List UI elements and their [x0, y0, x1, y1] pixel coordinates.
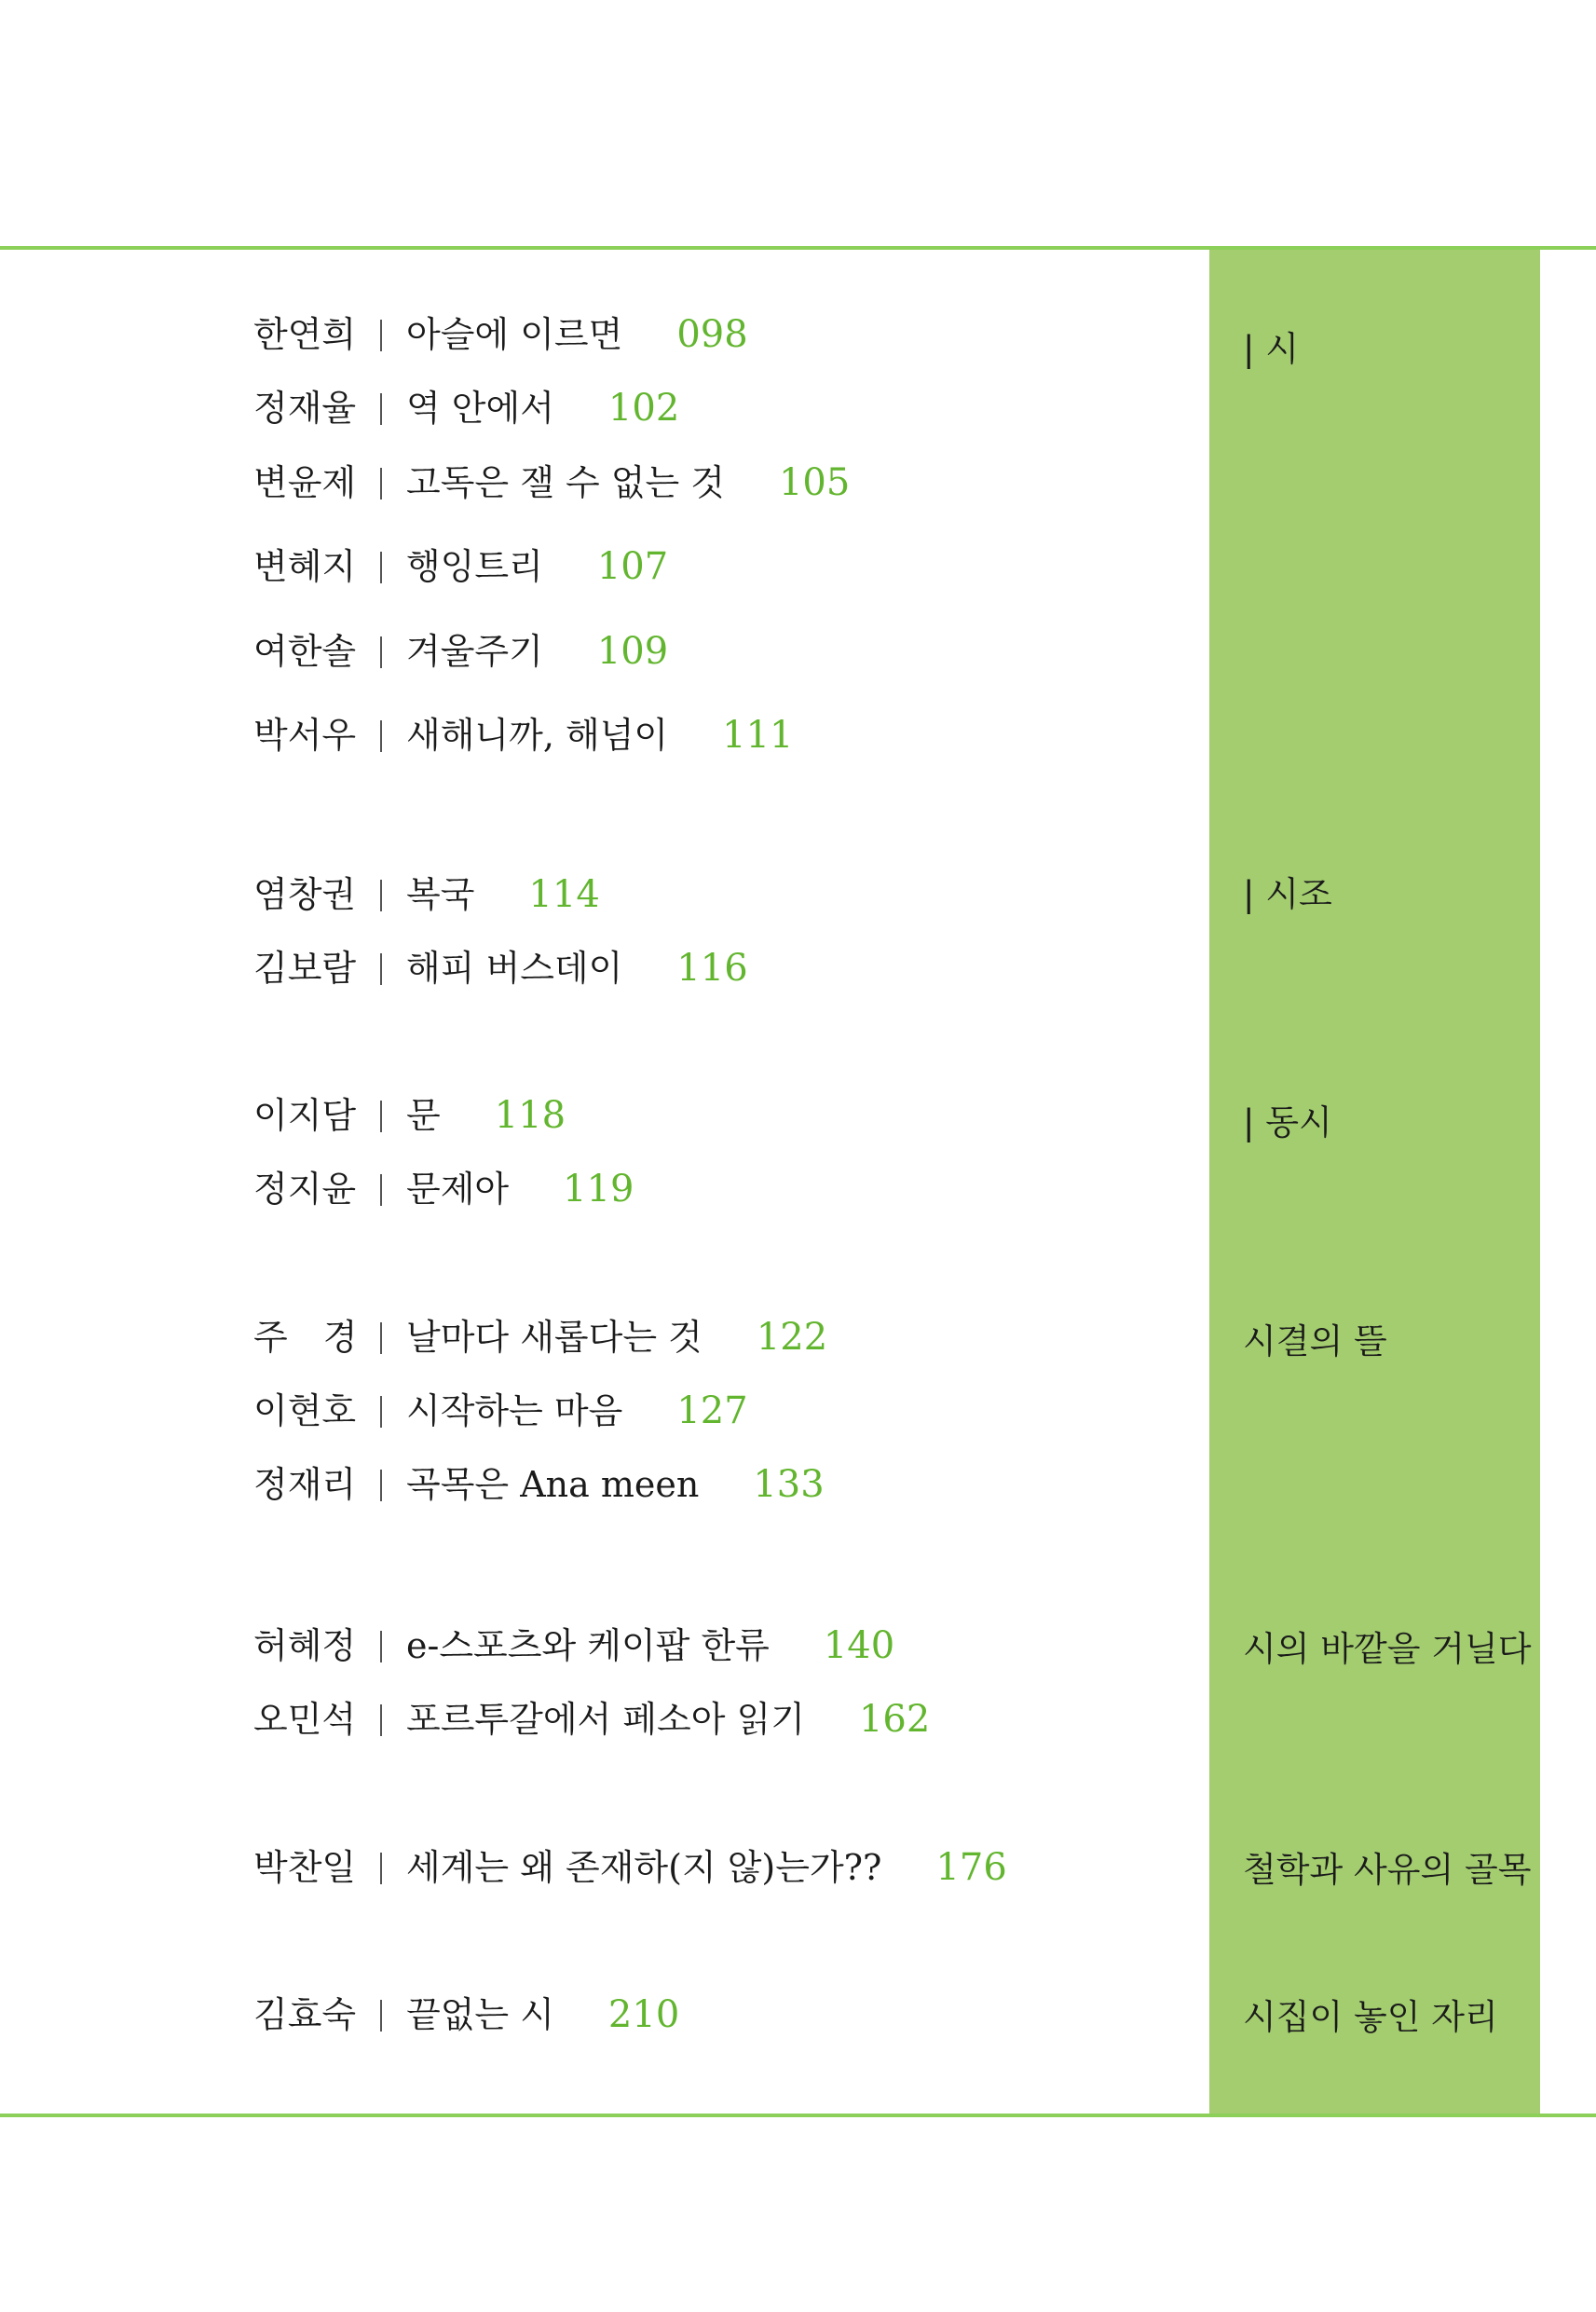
section-label-anthology: 시집이 놓인 자리 — [1243, 1997, 1498, 2037]
entry-title: 해피 버스데이 — [406, 948, 623, 989]
separator-bar — [380, 720, 382, 752]
entry-author: 정재율 — [253, 388, 357, 429]
section-label-outside: 시의 바깥을 거닐다 — [1243, 1629, 1532, 1669]
entry-author: 여한솔 — [253, 631, 357, 672]
section-panel — [1209, 250, 1540, 2114]
toc-entry[interactable] — [253, 623, 668, 679]
entry-page: 116 — [676, 947, 748, 990]
separator-bar — [380, 1396, 382, 1428]
toc-entry[interactable] — [253, 867, 600, 923]
entry-author: 염창권 — [253, 874, 357, 915]
entry-page: 102 — [607, 387, 680, 430]
toc-entry[interactable] — [253, 1088, 566, 1143]
separator-bar — [380, 1704, 382, 1736]
entry-author: 오민석 — [253, 1699, 357, 1740]
entry-title: 곡목은 Ana meen — [406, 1464, 700, 1505]
section-label-poetry: | 시 — [1243, 329, 1299, 369]
toc-entry[interactable] — [253, 539, 668, 595]
entry-author: 주 경 — [253, 1317, 358, 1358]
toc-entry[interactable] — [253, 1618, 894, 1674]
entry-page: 114 — [528, 873, 600, 916]
toc-entry[interactable] — [253, 307, 748, 363]
entry-page: 111 — [722, 714, 794, 757]
entry-page: 140 — [823, 1624, 895, 1667]
toc-entry[interactable] — [253, 1457, 825, 1512]
separator-bar — [380, 1174, 382, 1206]
toc-entry[interactable] — [253, 940, 748, 996]
separator-bar — [380, 636, 382, 668]
entry-author: 변윤제 — [253, 462, 357, 503]
toc-entry[interactable] — [253, 1309, 827, 1365]
separator-bar — [380, 2000, 382, 2032]
toc-entry[interactable] — [253, 1161, 634, 1217]
entry-title: 역 안에서 — [406, 388, 554, 429]
entry-page: 118 — [494, 1094, 566, 1137]
section-label-children: | 동시 — [1243, 1102, 1332, 1142]
entry-page: 119 — [563, 1168, 634, 1211]
separator-bar — [380, 1631, 382, 1662]
toc-entry[interactable] — [253, 455, 850, 511]
entry-title: 새해니까, 해넘이 — [406, 715, 669, 756]
toc-entry[interactable] — [253, 1691, 930, 1747]
separator-bar — [380, 393, 382, 425]
entry-author: 정지윤 — [253, 1169, 357, 1210]
entry-page: 122 — [756, 1316, 828, 1359]
entry-title: 아슬에 이르면 — [406, 314, 623, 355]
separator-bar — [380, 1101, 382, 1132]
entry-title: 끝없는 시 — [406, 1994, 554, 2035]
entry-author: 이현호 — [253, 1390, 357, 1431]
entry-page: 176 — [935, 1846, 1007, 1889]
toc-entry[interactable] — [253, 380, 679, 436]
entry-title: 세계는 왜 존재하(지 않)는가?? — [406, 1847, 882, 1888]
separator-bar — [380, 1853, 382, 1884]
toc-entry[interactable] — [253, 707, 793, 763]
toc-entry[interactable] — [253, 1840, 1007, 1895]
entry-title: 시작하는 마음 — [406, 1390, 623, 1431]
entry-page: 133 — [753, 1463, 825, 1506]
entry-author: 박찬일 — [253, 1847, 357, 1888]
entry-author: 정재리 — [253, 1464, 357, 1505]
entry-title: 행잉트리 — [406, 546, 543, 587]
entry-page: 210 — [607, 1993, 680, 2036]
entry-title: 문제아 — [406, 1169, 510, 1210]
separator-bar — [380, 1322, 382, 1354]
separator-bar — [380, 468, 382, 499]
entry-author: 이지담 — [253, 1095, 357, 1136]
entry-title: 고독은 잴 수 없는 것 — [406, 462, 725, 503]
entry-author: 박서우 — [253, 715, 357, 756]
section-label-sijo: | 시조 — [1243, 874, 1332, 914]
bottom-rule — [0, 2114, 1596, 2117]
entry-title: 날마다 새롭다는 것 — [406, 1317, 703, 1358]
entry-page: 098 — [676, 313, 748, 356]
entry-page: 109 — [596, 630, 669, 673]
entry-title: 포르투갈에서 페소아 읽기 — [406, 1699, 805, 1740]
toc-entry[interactable] — [253, 1383, 748, 1439]
entry-title: 겨울주기 — [406, 631, 543, 672]
entry-author: 허혜정 — [253, 1625, 357, 1666]
entry-author: 김보람 — [253, 948, 357, 989]
separator-bar — [380, 320, 382, 351]
entry-page: 105 — [778, 461, 851, 504]
entry-title: e-스포츠와 케이팝 한류 — [406, 1625, 770, 1666]
separator-bar — [380, 1470, 382, 1501]
entry-page: 127 — [676, 1389, 748, 1432]
entry-page: 162 — [858, 1698, 931, 1741]
entry-author: 김효숙 — [253, 1994, 357, 2035]
entry-title: 문 — [406, 1095, 441, 1136]
toc-entry[interactable] — [253, 1987, 679, 2043]
entry-title: 복국 — [406, 874, 475, 915]
section-label-philosophy: 철학과 사유의 골목 — [1243, 1850, 1532, 1890]
entry-page: 107 — [596, 545, 669, 588]
entry-author: 한연희 — [253, 314, 357, 355]
separator-bar — [380, 880, 382, 911]
separator-bar — [380, 953, 382, 985]
separator-bar — [380, 552, 382, 583]
section-label-sigyeol: 시결의 뜰 — [1243, 1321, 1387, 1361]
entry-author: 변혜지 — [253, 546, 357, 587]
